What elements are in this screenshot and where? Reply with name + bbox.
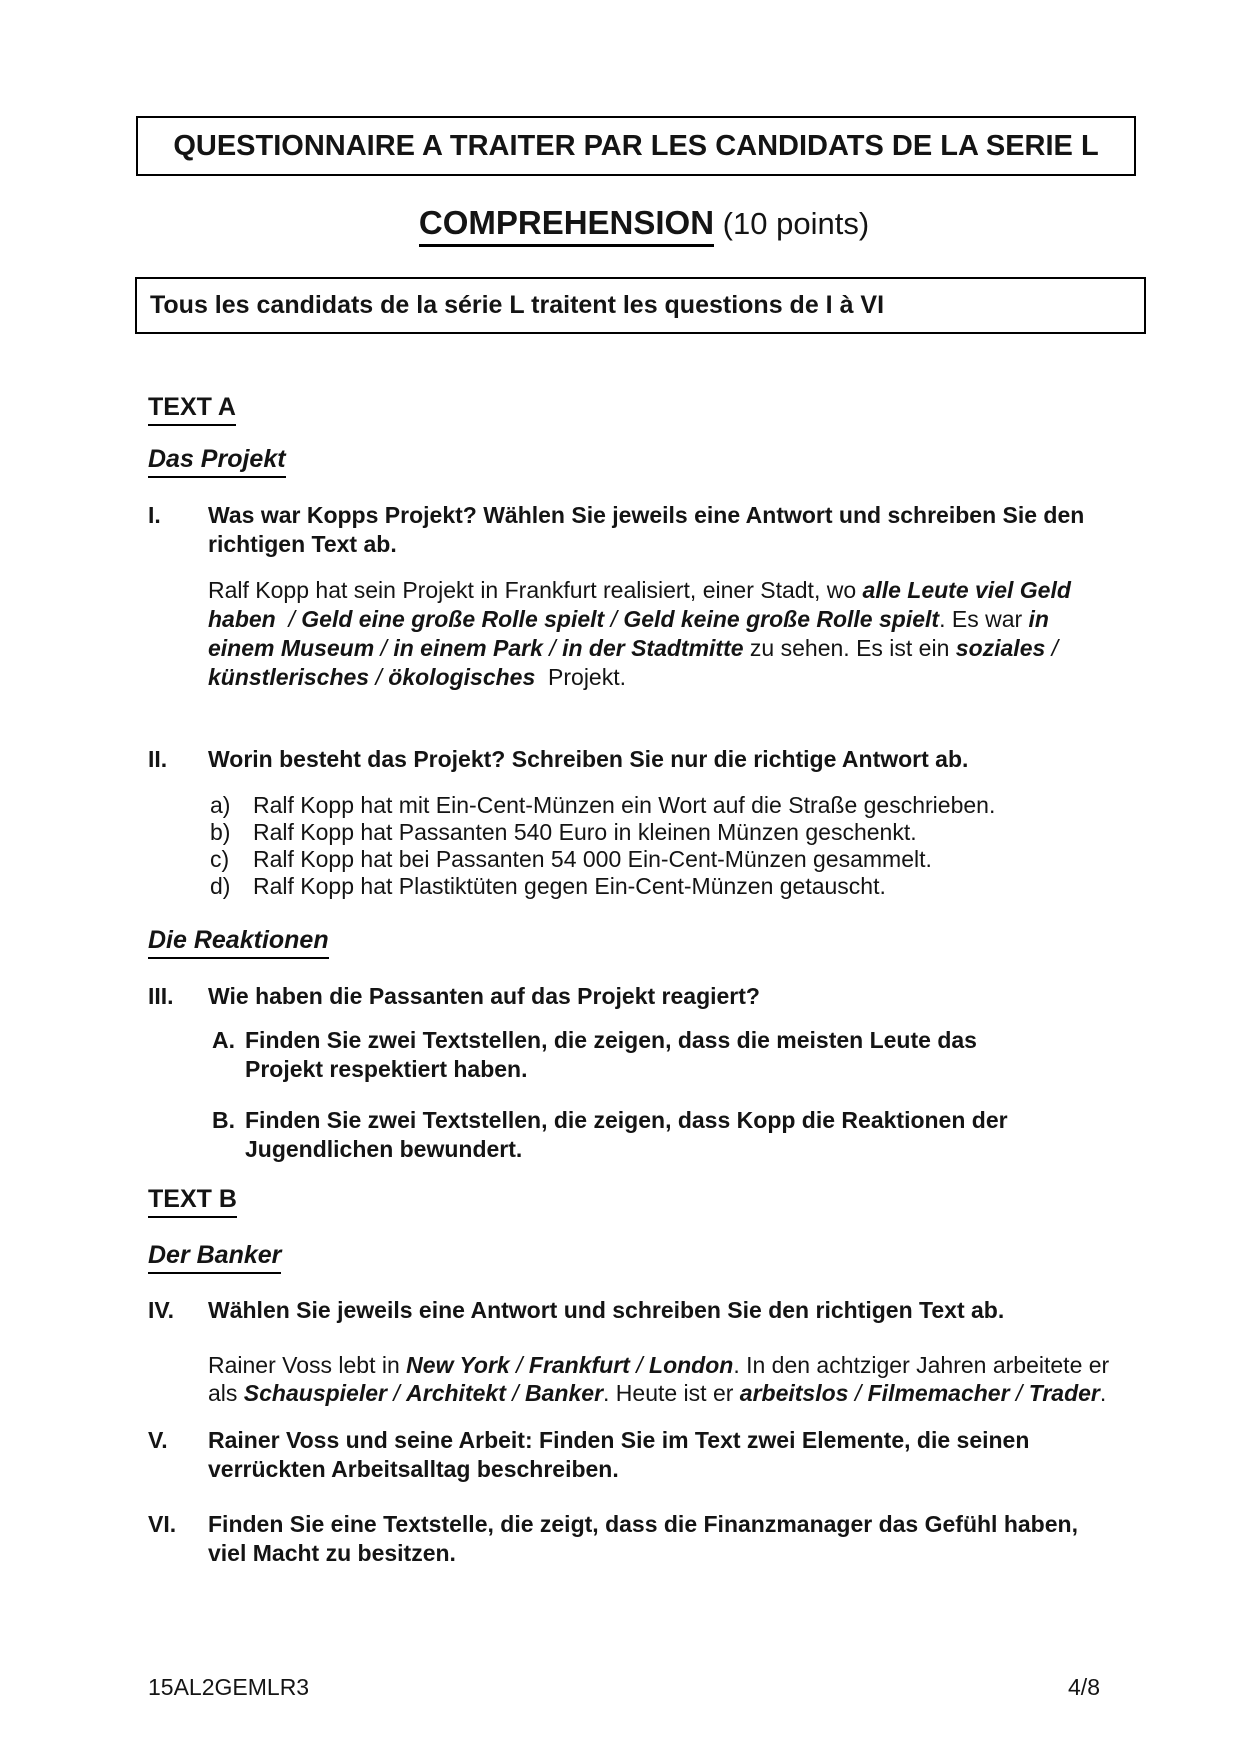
question-2-text: Worin besteht das Projekt? Schreiben Sie nur die richtige Antwort ab. bbox=[208, 746, 969, 772]
passage-text-b-body: Rainer Voss lebt in New York / Frankfurt / London. In den achtziger Jahren arbeitete er als Schauspieler / Architekt / Banker. Heute ist er arbeitslos / Filmemacher / Trader. bbox=[208, 1352, 1110, 1406]
question-5-number: V. bbox=[148, 1427, 168, 1453]
option-c-label: c) bbox=[210, 846, 230, 872]
option-b-label: b) bbox=[210, 819, 231, 845]
option-d-text: Ralf Kopp hat Plastiktüten gegen Ein-Cent-Münzen getauscht. bbox=[253, 873, 886, 899]
option-b-text: Ralf Kopp hat Passanten 540 Euro in kleinen Münzen geschenkt. bbox=[253, 819, 917, 845]
question-4-number: IV. bbox=[148, 1297, 175, 1323]
question-3-sub-a bbox=[212, 1026, 1140, 1084]
question-6-text: Finden Sie eine Textstelle, die zeigt, dass die Finanzmanager das Gefühl haben, viel Macht zu besitzen. bbox=[208, 1511, 1078, 1566]
section-heading bbox=[148, 204, 1140, 247]
question-2-options bbox=[208, 792, 1140, 900]
question-6-number: VI. bbox=[148, 1511, 177, 1537]
passage-text-a bbox=[148, 576, 1140, 692]
title-box bbox=[136, 116, 1136, 176]
option-a-label: a) bbox=[210, 792, 231, 818]
option-c-text: Ralf Kopp hat bei Passanten 54 000 Ein-Cent-Münzen gesammelt. bbox=[253, 846, 932, 872]
question-1-number: I. bbox=[148, 502, 161, 528]
question-3-sub-a-text: Finden Sie zwei Textstellen, die zeigen, dass die meisten Leute das Projekt respektiert haben. bbox=[245, 1027, 977, 1082]
question-3-number: III. bbox=[148, 983, 174, 1009]
instruction-box-text: Tous les candidats de la série L traitent les questions de I à VI bbox=[150, 291, 885, 319]
section-heading-points: (10 points) bbox=[714, 206, 870, 241]
text-a-subheading-die-reaktionen: Die Reaktionen bbox=[148, 925, 1140, 959]
passage-text-b bbox=[148, 1351, 1140, 1407]
question-6 bbox=[148, 1510, 1140, 1568]
section-heading-title: COMPREHENSION bbox=[419, 204, 714, 247]
question-2-number: II. bbox=[148, 746, 168, 772]
question-1 bbox=[148, 501, 1140, 559]
option-b bbox=[210, 819, 1140, 846]
option-a-text: Ralf Kopp hat mit Ein-Cent-Münzen ein Wort auf die Straße geschrieben. bbox=[253, 792, 996, 818]
text-b-subheading-der-banker: Der Banker bbox=[148, 1240, 1140, 1274]
question-3-sub-b-label: B. bbox=[212, 1107, 235, 1133]
option-a bbox=[210, 792, 1140, 819]
footer-document-code: 15AL2GEMLR3 bbox=[148, 1674, 310, 1700]
question-3-text: Wie haben die Passanten auf das Projekt reagiert? bbox=[208, 983, 760, 1009]
title-box-text: QUESTIONNAIRE A TRAITER PAR LES CANDIDATS DE LA SERIE L bbox=[173, 130, 1099, 162]
passage-text-a-body: Ralf Kopp hat sein Projekt in Frankfurt realisiert, einer Stadt, wo alle Leute viel Geld haben / Geld eine große Rolle spielt / Geld keine große Rolle spielt. Es war in einem Museum / in einem Park / in der Stadtmitte zu sehen. Es ist ein soziales / künstlerisches / ökologisches Projekt. bbox=[208, 577, 1071, 690]
option-c bbox=[210, 846, 1140, 873]
text-a-subheading-das-projekt: Das Projekt bbox=[148, 444, 1140, 478]
question-4 bbox=[148, 1296, 1140, 1325]
question-2 bbox=[148, 745, 1140, 774]
text-a-heading: TEXT A bbox=[148, 392, 1140, 426]
question-3-sub-b-text: Finden Sie zwei Textstellen, die zeigen, dass Kopp die Reaktionen der Jugendlichen bewundert. bbox=[245, 1107, 1008, 1162]
question-4-text: Wählen Sie jeweils eine Antwort und schreiben Sie den richtigen Text ab. bbox=[208, 1297, 1005, 1323]
option-d bbox=[210, 873, 1140, 900]
option-d-label: d) bbox=[210, 873, 231, 899]
question-1-text: Was war Kopps Projekt? Wählen Sie jeweils eine Antwort und schreiben Sie den richtigen Text ab. bbox=[208, 502, 1085, 557]
question-3-sub-a-label: A. bbox=[212, 1027, 235, 1053]
question-3-sub-b bbox=[212, 1106, 1140, 1164]
page-footer bbox=[148, 1672, 1100, 1702]
question-5 bbox=[148, 1426, 1140, 1484]
question-3 bbox=[148, 982, 1140, 1011]
footer-page-number: 4/8 bbox=[1068, 1674, 1100, 1700]
question-5-text: Rainer Voss und seine Arbeit: Finden Sie im Text zwei Elemente, die seinen verrückten Arbeitsalltag beschreiben. bbox=[208, 1427, 1030, 1482]
instruction-box bbox=[135, 277, 1146, 334]
text-b-heading: TEXT B bbox=[148, 1184, 1140, 1218]
